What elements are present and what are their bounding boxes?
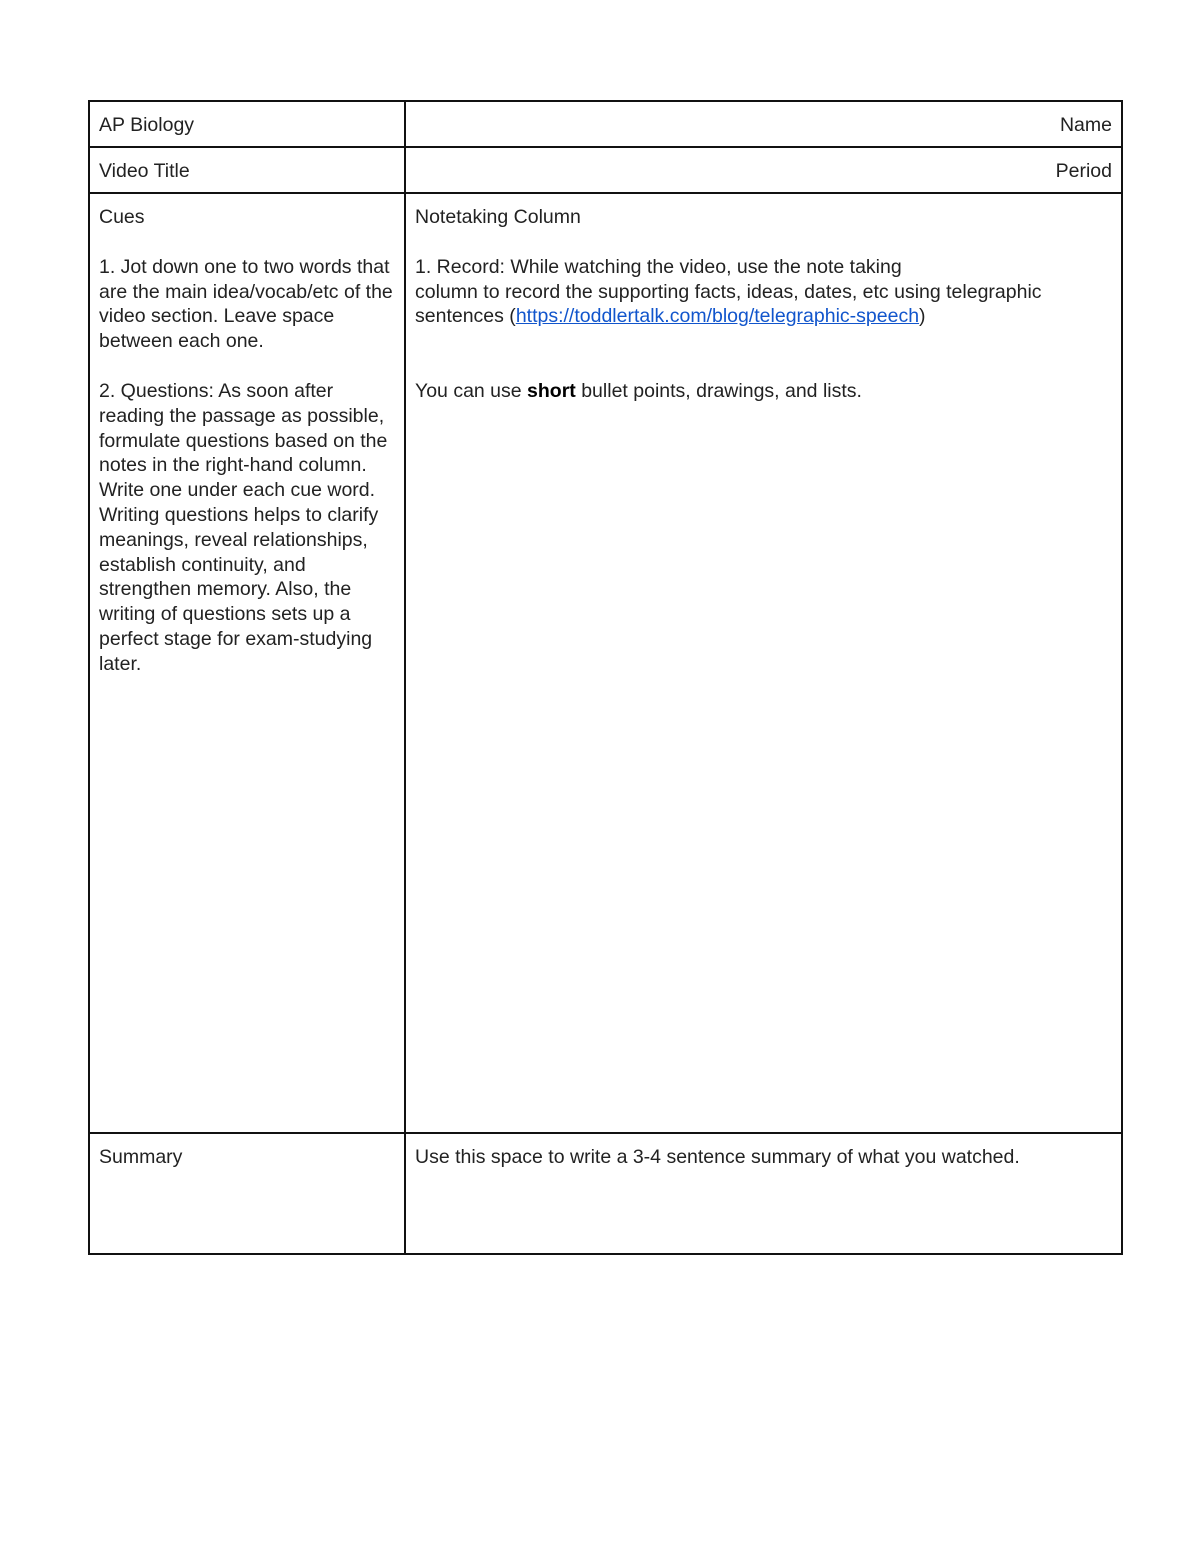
cornell-notes-table	[88, 100, 1123, 1255]
record-instruction	[415, 255, 1112, 329]
cues-instruction-1: 1. Jot down one to two words that are the main idea/vocab/etc of the video section. Leave space between each one.	[99, 255, 393, 353]
summary-row	[89, 1133, 1122, 1254]
course-cell	[89, 101, 405, 147]
video-title-cell[interactable]	[89, 147, 405, 193]
header-row-course	[89, 101, 1122, 147]
format-tip-post: bullet points, drawings, and lists.	[575, 380, 862, 403]
main-row	[89, 193, 1122, 1133]
telegraphic-speech-link[interactable]: https://toddlertalk.com/blog/telegraphic-speech	[515, 305, 920, 328]
notetaking-heading: Notetaking Column	[415, 206, 581, 228]
name-cell[interactable]	[405, 101, 1122, 147]
record-line-3-post: )	[919, 305, 926, 328]
format-tip	[415, 379, 1112, 404]
record-line-3-pre: sentences (	[415, 305, 516, 328]
format-tip-pre: You can use	[415, 380, 528, 403]
name-label: Name	[1059, 114, 1112, 136]
format-tip-bold: short	[527, 380, 576, 403]
summary-instruction: Use this space to write a 3-4 sentence summary of what you watched.	[415, 1146, 1020, 1168]
record-line-1: 1. Record: While watching the video, use the note taking	[415, 255, 902, 278]
summary-label: Summary	[99, 1146, 183, 1168]
record-line-2: column to record the supporting facts, ideas, dates, etc using telegraphic	[415, 280, 1042, 303]
course-label: AP Biology	[99, 114, 195, 136]
cues-heading: Cues	[99, 206, 145, 228]
cues-column[interactable]	[89, 193, 405, 1133]
summary-label-cell	[89, 1133, 405, 1254]
period-label: Period	[1055, 160, 1112, 182]
header-row-video	[89, 147, 1122, 193]
video-title-label: Video Title	[99, 160, 190, 182]
summary-cell[interactable]	[405, 1133, 1122, 1254]
cues-instruction-2: 2. Questions: As soon after reading the passage as possible, formulate questions based on the notes in the right-hand column. Write one under each cue word. Writing questions helps to clarify meanings, reveal relationships, establish continuity, and strengthen memory. Also, the writing of questions sets up a perfect stage for exam-studying later.	[99, 379, 388, 675]
notetaking-column[interactable]	[405, 193, 1122, 1133]
period-cell[interactable]	[405, 147, 1122, 193]
